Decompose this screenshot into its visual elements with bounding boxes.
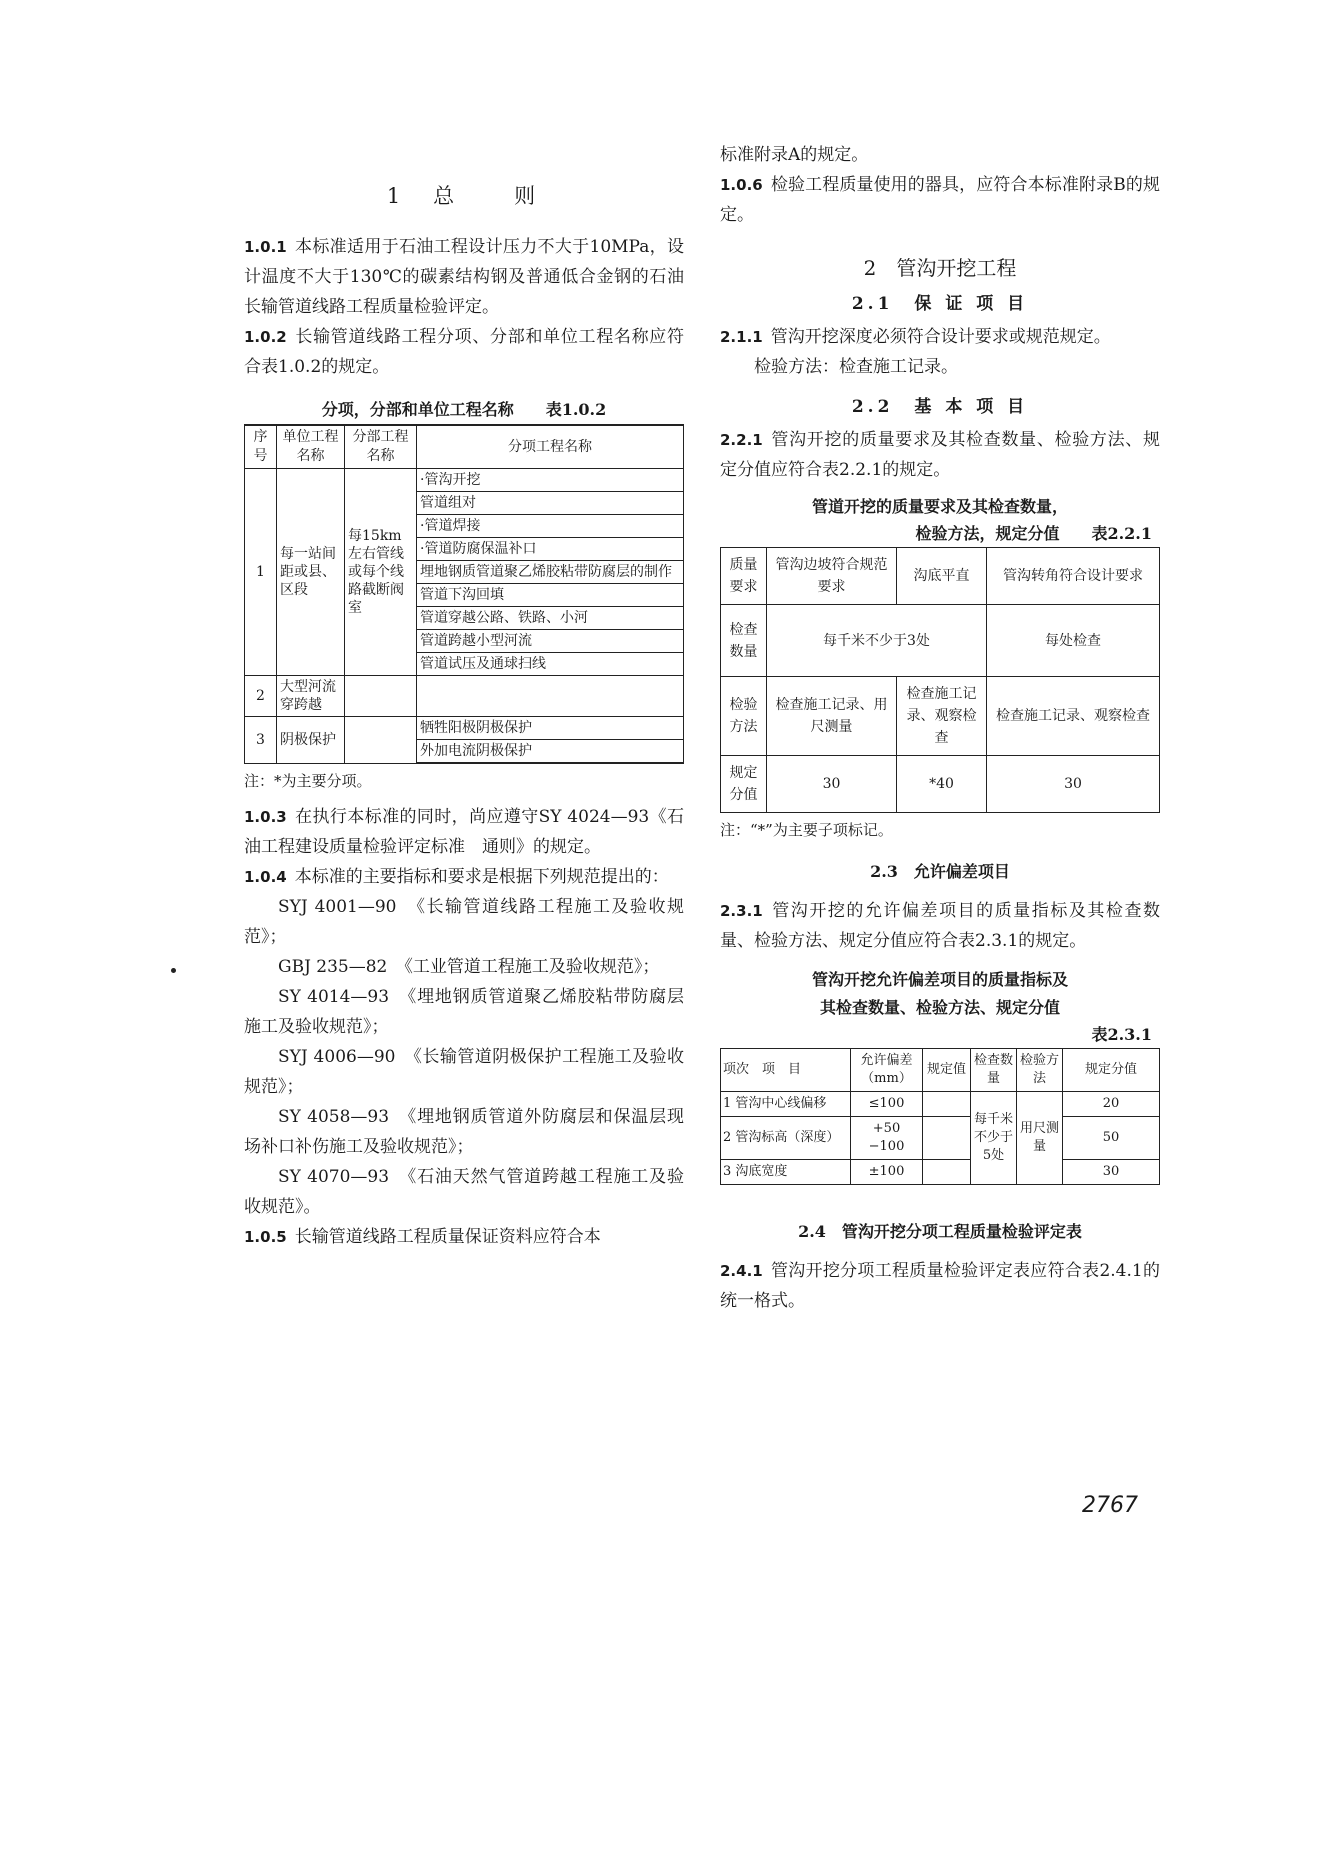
table-cell: 管沟边坡符合规范要求	[767, 548, 897, 605]
table-cell: ±100	[851, 1160, 923, 1185]
table-header: 分项工程名称	[417, 425, 684, 469]
table-header: 规定值	[923, 1049, 971, 1092]
table-cell: 30	[987, 756, 1160, 813]
para-1-0-1	[244, 232, 684, 322]
para-2-2-1	[720, 425, 1160, 485]
table-cell: ·管沟开挖	[417, 469, 684, 492]
para-number: 1.0.4	[244, 868, 287, 886]
table-header: 检验方法	[1017, 1049, 1063, 1092]
reference-item: SY 4058—93 《埋地钢质管道外防腐层和保温层现场补口补伤施工及验收规范》；	[244, 1107, 684, 1157]
row-number: 3	[723, 1164, 732, 1179]
table-header: 分部工程名称	[345, 425, 417, 469]
table-header: 单位工程名称	[277, 425, 345, 469]
row-header: 质量要求	[721, 548, 767, 605]
table-cell: 检查施工记录、用尺测量	[767, 677, 897, 756]
para-2-4-1	[720, 1256, 1160, 1316]
para-number: 2.4.1	[720, 1262, 763, 1280]
table-row	[245, 469, 684, 492]
table-row	[721, 1117, 1160, 1160]
table-cell: 管道组对	[417, 492, 684, 515]
row-number: 2	[723, 1130, 732, 1145]
para-1-0-3	[244, 802, 684, 862]
table-cell: 管道试压及通球扫线	[417, 653, 684, 676]
table-2-3-1-caption: 其检查数量、检验方法、规定分值	[819, 998, 1060, 1017]
table-cell: ·管道焊接	[417, 515, 684, 538]
table-cell: 检查施工记录、观察检查	[897, 677, 987, 756]
para-text: 长输管道线路工程质量保证资料应符合本	[294, 1227, 601, 1247]
table-cell: 30	[1063, 1160, 1160, 1185]
table-cell	[721, 1160, 851, 1185]
section-2-1-title: 2.1 保 证 项 目	[851, 294, 1029, 314]
table-header	[721, 1049, 851, 1092]
para-text: 在执行本标准的同时，尚应遵守SY 4024—93《石油工程建设质量检验评定标准 通则》的规定。	[244, 807, 684, 857]
para-1-0-2	[244, 322, 684, 382]
table-cell: 每千米不少于5处	[971, 1092, 1017, 1185]
table-cell: 管道穿越公路、铁路、小河	[417, 607, 684, 630]
header-text: 项 目	[762, 1062, 802, 1077]
table-row	[721, 756, 1160, 813]
table-row	[721, 1160, 1160, 1185]
table-cell: 每一站间距或县、区段	[277, 469, 345, 676]
header-text: 项次	[723, 1062, 750, 1077]
row-number: 1	[723, 1096, 732, 1111]
table-cell: 每15km左右管线或每个线路截断阀室	[345, 469, 417, 676]
row-header: 检验方法	[721, 677, 767, 756]
table-row	[721, 1092, 1160, 1117]
table-row	[721, 605, 1160, 677]
table-cell: 每千米不少于3处	[767, 605, 987, 677]
para-number: 2.3.1	[720, 902, 763, 920]
table-row	[721, 1049, 1160, 1092]
reference-item: SYJ 4001—90 《长输管道线路工程施工及验收规范》；	[244, 897, 684, 947]
para-number: 1.0.6	[720, 176, 763, 194]
para-text: 检验工程质量使用的器具，应符合本标准附录B的规定。	[720, 175, 1160, 225]
reference-item: GBJ 235—82 《工业管道工程施工及验收规范》；	[278, 957, 660, 977]
para-1-0-4	[244, 862, 684, 892]
table-cell: 1	[245, 469, 277, 676]
row-item: 管沟标高（深度）	[735, 1130, 840, 1145]
chapter-2-title: 2 管沟开挖工程	[863, 256, 1017, 280]
right-column	[720, 140, 1160, 1316]
table-header: 规定分值	[1063, 1049, 1160, 1092]
reference-item: SY 4070—93 《石油天然气管道跨越工程施工及验收规范》。	[244, 1167, 684, 1217]
table-row	[245, 717, 684, 740]
para-text: 管沟开挖分项工程质量检验评定表应符合表2.4.1的统一格式。	[720, 1261, 1160, 1311]
table-cell: 沟底平直	[897, 548, 987, 605]
table-1-0-2	[244, 424, 684, 764]
table-cell: ·管道防腐保温补口	[417, 538, 684, 561]
table-2-2-1	[720, 547, 1160, 813]
reference-item: SY 4014—93 《埋地钢质管道聚乙烯胶粘带防腐层施工及验收规范》；	[244, 987, 684, 1037]
stray-dot	[171, 968, 176, 973]
table-cell: 用尺测量	[1017, 1092, 1063, 1185]
table-1-0-2-caption: 分项，分部和单位工程名称 表1.0.2	[321, 400, 607, 419]
table-header: 检查数量	[971, 1049, 1017, 1092]
section-2-2-title: 2.2 基 本 项 目	[851, 397, 1029, 417]
table-row	[245, 676, 684, 717]
para-number: 2.2.1	[720, 431, 763, 449]
para-text: 长输管道线路工程分项、分部和单位工程名称应符合表1.0.2的规定。	[244, 327, 684, 377]
left-column	[244, 140, 684, 1252]
table-note: 注：*为主要分项。	[244, 772, 372, 790]
para-text: 管沟开挖的允许偏差项目的质量指标及其检查数量、检验方法、规定分值应符合表2.3.1的规定。	[720, 901, 1160, 951]
table-cell: ≤100	[851, 1092, 923, 1117]
table-cell	[721, 1092, 851, 1117]
table-cell: 检查施工记录、观察检查	[987, 677, 1160, 756]
table-cell: 30	[767, 756, 897, 813]
table-cell: +50 −100	[851, 1117, 923, 1160]
table-cell: 每处检查	[987, 605, 1160, 677]
table-cell: 牺牲阳极阴极保护	[417, 717, 684, 740]
para-2-3-1	[720, 896, 1160, 956]
table-note: 注：“*”为主要子项标记。	[720, 821, 893, 839]
table-cell: 埋地钢质管道聚乙烯胶粘带防腐层的制作	[417, 561, 684, 584]
para-text: 管沟开挖深度必须符合设计要求或规范规定。	[770, 327, 1111, 347]
page-number: 2767	[1082, 1493, 1138, 1518]
para-number: 1.0.2	[244, 328, 287, 346]
para-continued: 标准附录A的规定。	[720, 145, 869, 165]
row-item: 管沟中心线偏移	[735, 1096, 827, 1111]
para-number: 1.0.3	[244, 808, 287, 826]
table-cell: 2	[245, 676, 277, 717]
table-2-2-1-caption: 检验方法，规定分值 表2.2.1	[915, 524, 1152, 543]
reference-item: SYJ 4006—90 《长输管道阴极保护工程施工及验收规范》；	[244, 1047, 684, 1097]
table-cell: 3	[245, 717, 277, 764]
table-2-2-1-caption: 管道开挖的质量要求及其检查数量，	[811, 497, 1068, 516]
para-2-1-1	[720, 322, 1160, 352]
para-number: 1.0.5	[244, 1228, 287, 1246]
table-cell: *40	[897, 756, 987, 813]
para-text: 本标准的主要指标和要求是根据下列规范提出的：	[294, 867, 669, 887]
table-2-3-1-caption: 管沟开挖允许偏差项目的质量指标及	[811, 970, 1068, 989]
section-2-4-title: 2.4 管沟开挖分项工程质量检验评定表	[798, 1222, 1082, 1241]
table-2-3-1-caption: 表2.3.1	[1091, 1025, 1152, 1044]
section-2-3-title: 2.3 允许偏差项目	[870, 862, 1010, 881]
table-cell: 管道跨越小型河流	[417, 630, 684, 653]
row-item: 沟底宽度	[735, 1164, 788, 1179]
para-number: 1.0.1	[244, 238, 287, 256]
chapter-1-title: 1 总 则	[386, 184, 542, 208]
para-number: 2.1.1	[720, 328, 763, 346]
table-cell: 外加电流阴极保护	[417, 740, 684, 764]
table-cell	[721, 1117, 851, 1160]
para-1-0-6	[720, 170, 1160, 230]
row-header: 检查数量	[721, 605, 767, 677]
table-header: 序号	[245, 425, 277, 469]
para-text: 本标准适用于石油工程设计压力不大于10MPa，设计温度不大于130℃的碳素结构钢及普通低合金钢的石油长输管道线路工程质量检验评定。	[244, 237, 684, 317]
inspection-method: 检验方法：检查施工记录。	[754, 357, 958, 377]
table-cell: 阴极保护	[277, 717, 345, 764]
table-row	[721, 548, 1160, 605]
table-header: 允许偏差（mm）	[851, 1049, 923, 1092]
para-text: 管沟开挖的质量要求及其检查数量、检验方法、规定分值应符合表2.2.1的规定。	[720, 430, 1160, 480]
table-cell: 20	[1063, 1092, 1160, 1117]
table-row	[721, 677, 1160, 756]
table-cell: 50	[1063, 1117, 1160, 1160]
table-cell: 管沟转角符合设计要求	[987, 548, 1160, 605]
table-cell: 大型河流穿跨越	[277, 676, 345, 717]
table-cell: 管道下沟回填	[417, 584, 684, 607]
table-2-3-1	[720, 1048, 1160, 1185]
row-header: 规定分值	[721, 756, 767, 813]
para-1-0-5	[244, 1222, 684, 1252]
